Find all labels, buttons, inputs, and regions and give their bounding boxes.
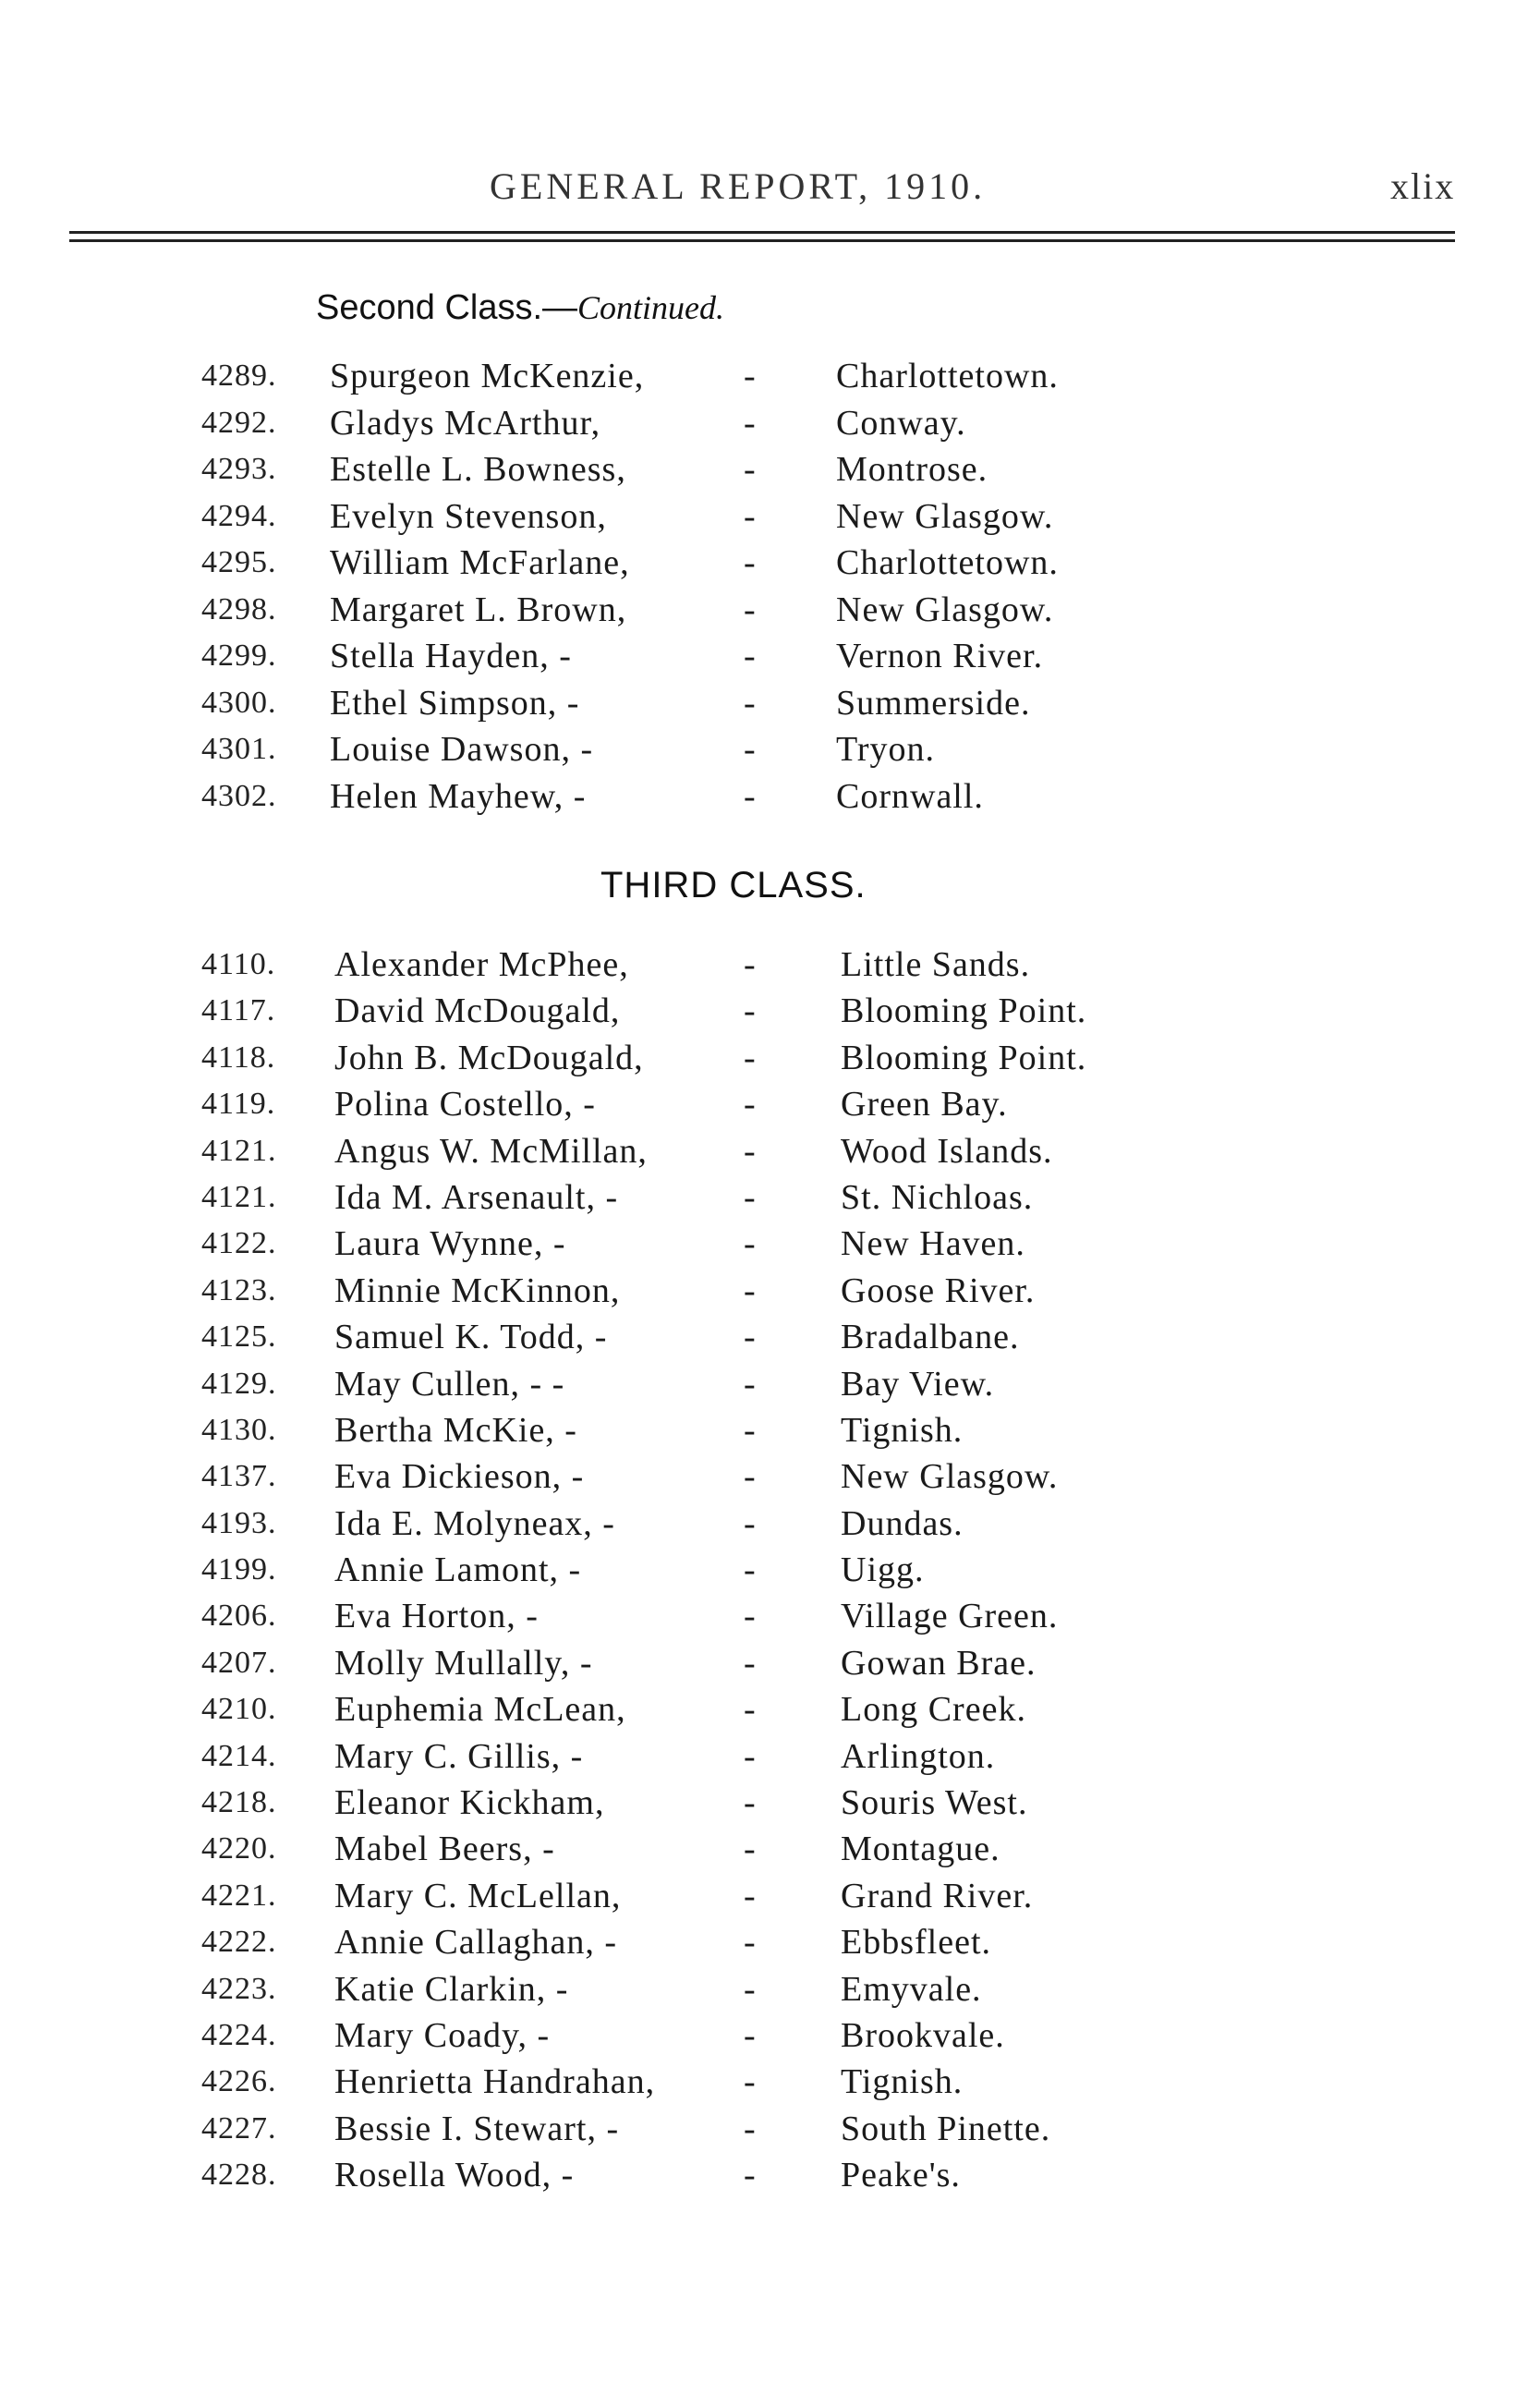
entry-number: 4298. bbox=[201, 591, 277, 626]
entry-name: Gladys McArthur, bbox=[330, 403, 601, 443]
header-rule-bottom bbox=[69, 239, 1455, 242]
entry-dash: - bbox=[744, 1876, 757, 1915]
entry-number: 4121. bbox=[201, 1133, 277, 1168]
list-item bbox=[0, 1966, 1540, 2012]
entry-place: Charlottetown. bbox=[836, 543, 1059, 582]
entry-place: Cornwall. bbox=[836, 776, 984, 816]
list-item bbox=[0, 1547, 1540, 1593]
entry-number: 4294. bbox=[201, 498, 277, 533]
list-item bbox=[0, 2059, 1540, 2105]
list-item bbox=[0, 1081, 1540, 1127]
entry-number: 4222. bbox=[201, 1925, 277, 1960]
entry-place: Brookvale. bbox=[841, 2015, 1005, 2055]
entry-dash: - bbox=[744, 1318, 757, 1357]
list-item bbox=[0, 1640, 1540, 1686]
entry-dash: - bbox=[744, 730, 757, 769]
entry-dash: - bbox=[744, 1503, 757, 1543]
entry-number: 4193. bbox=[201, 1505, 277, 1540]
entry-place: Bay View. bbox=[841, 1364, 995, 1404]
entry-place: Dundas. bbox=[841, 1503, 964, 1543]
list-item bbox=[0, 1035, 1540, 1081]
entry-place: Tignish. bbox=[841, 2062, 964, 2102]
entry-dash: - bbox=[744, 1597, 757, 1636]
list-item bbox=[0, 1453, 1540, 1500]
entry-name: David McDougald, bbox=[334, 991, 621, 1031]
entry-name: Margaret L. Brown, bbox=[330, 590, 627, 629]
entry-place: Conway. bbox=[836, 403, 966, 443]
entry-name: Euphemia McLean, bbox=[334, 1690, 626, 1730]
entry-dash: - bbox=[744, 991, 757, 1031]
entry-dash: - bbox=[744, 1364, 757, 1404]
list-item bbox=[0, 540, 1540, 587]
entry-dash: - bbox=[744, 1969, 757, 2009]
entry-number: 4302. bbox=[201, 778, 277, 813]
entry-name: Molly Mullally, - bbox=[334, 1643, 593, 1683]
entry-place: Blooming Point. bbox=[841, 1038, 1087, 1077]
list-item bbox=[0, 2152, 1540, 2198]
entry-place: Green Bay. bbox=[841, 1085, 1008, 1124]
list-item bbox=[0, 1593, 1540, 1639]
entry-name: Ida M. Arsenault, - bbox=[334, 1177, 619, 1217]
entry-dash: - bbox=[744, 1550, 757, 1590]
entry-name: Estelle L. Bowness, bbox=[330, 450, 626, 489]
entry-number: 4206. bbox=[201, 1599, 277, 1634]
entry-name: Minnie McKinnon, bbox=[334, 1270, 621, 1310]
entry-number: 4125. bbox=[201, 1319, 277, 1355]
entry-number: 4228. bbox=[201, 2158, 277, 2193]
entry-dash: - bbox=[744, 1224, 757, 1264]
list-item bbox=[0, 726, 1540, 773]
entry-number: 4123. bbox=[201, 1272, 277, 1307]
entry-dash: - bbox=[744, 1457, 757, 1497]
entry-place: Blooming Point. bbox=[841, 991, 1087, 1031]
entry-name: Eleanor Kickham, bbox=[334, 1783, 605, 1823]
entry-dash: - bbox=[744, 1270, 757, 1310]
list-item bbox=[0, 1314, 1540, 1360]
entry-number: 4110. bbox=[201, 947, 276, 981]
entry-name: John B. McDougald, bbox=[334, 1038, 644, 1077]
entry-name: Mabel Beers, - bbox=[334, 1830, 555, 1869]
list-item bbox=[0, 680, 1540, 727]
entry-name: Angus W. McMillan, bbox=[334, 1131, 648, 1171]
entry-number: 4210. bbox=[201, 1692, 277, 1727]
list-item bbox=[0, 1221, 1540, 1267]
list-item bbox=[0, 1268, 1540, 1314]
third-class-list bbox=[0, 942, 1540, 2199]
entry-place: Village Green. bbox=[841, 1597, 1059, 1636]
list-item bbox=[0, 988, 1540, 1034]
entry-name: Eva Horton, - bbox=[334, 1597, 539, 1636]
entry-name: Bertha McKie, - bbox=[334, 1410, 577, 1450]
entry-name: Ethel Simpson, - bbox=[330, 683, 580, 723]
entry-dash: - bbox=[744, 683, 757, 723]
list-item bbox=[0, 587, 1540, 634]
entry-place: New Glasgow. bbox=[841, 1457, 1059, 1497]
entry-name: Helen Mayhew, - bbox=[330, 776, 587, 816]
list-item bbox=[0, 1174, 1540, 1221]
list-item bbox=[0, 1361, 1540, 1407]
entry-number: 4214. bbox=[201, 1738, 277, 1773]
entry-dash: - bbox=[744, 590, 757, 629]
list-item bbox=[0, 1826, 1540, 1872]
list-item bbox=[0, 1919, 1540, 1965]
entry-name: Henrietta Handrahan, bbox=[334, 2062, 656, 2102]
entry-dash: - bbox=[744, 1923, 757, 1963]
entry-dash: - bbox=[744, 496, 757, 536]
entry-place: Montrose. bbox=[836, 450, 988, 489]
entry-name: Bessie I. Stewart, - bbox=[334, 2109, 620, 2148]
entry-number: 4122. bbox=[201, 1226, 277, 1261]
entry-number: 4226. bbox=[201, 2064, 277, 2099]
entry-place: Little Sands. bbox=[841, 945, 1031, 984]
entry-number: 4227. bbox=[201, 2110, 277, 2146]
list-item bbox=[0, 2106, 1540, 2152]
entry-name: William McFarlane, bbox=[330, 543, 630, 582]
entry-dash: - bbox=[744, 1177, 757, 1217]
entry-name: Annie Lamont, - bbox=[334, 1550, 582, 1590]
entry-number: 4224. bbox=[201, 2017, 277, 2052]
list-item bbox=[0, 1501, 1540, 1547]
list-item bbox=[0, 493, 1540, 541]
entry-name: May Cullen, - - bbox=[334, 1364, 565, 1404]
entry-name: Rosella Wood, - bbox=[334, 2156, 575, 2195]
entry-dash: - bbox=[744, 637, 757, 675]
page-title: GENERAL REPORT, 1910. bbox=[490, 165, 987, 207]
list-item bbox=[0, 1733, 1540, 1780]
entry-dash: - bbox=[744, 1783, 757, 1823]
entry-name: Katie Clarkin, - bbox=[334, 1969, 569, 2009]
section-heading-third-class: THIRD CLASS. bbox=[600, 865, 867, 906]
entry-number: 4299. bbox=[201, 638, 277, 673]
entry-dash: - bbox=[744, 2062, 757, 2102]
list-item bbox=[0, 1407, 1540, 1453]
entry-dash: - bbox=[744, 1038, 757, 1077]
page-number: xlix bbox=[1390, 165, 1456, 207]
entry-place: Wood Islands. bbox=[841, 1131, 1053, 1171]
entry-place: Vernon River. bbox=[836, 637, 1044, 675]
entry-number: 4289. bbox=[201, 359, 277, 393]
entry-name: Spurgeon McKenzie, bbox=[330, 357, 645, 395]
entry-place: Emyvale. bbox=[841, 1969, 982, 2009]
continued-label: Continued. bbox=[577, 289, 725, 326]
entry-dash: - bbox=[744, 543, 757, 582]
entry-place: Arlington. bbox=[841, 1736, 996, 1776]
entry-dash: - bbox=[744, 2109, 757, 2148]
entry-number: 4119. bbox=[201, 1087, 276, 1122]
list-item bbox=[0, 1873, 1540, 1919]
entry-number: 4129. bbox=[201, 1366, 277, 1401]
entry-dash: - bbox=[744, 403, 757, 443]
entry-dash: - bbox=[744, 1131, 757, 1171]
entry-number: 4117. bbox=[201, 993, 276, 1028]
entry-number: 4293. bbox=[201, 452, 277, 486]
entry-place: Tryon. bbox=[836, 730, 936, 769]
second-class-list bbox=[0, 353, 1540, 820]
header-rule-top bbox=[69, 231, 1455, 234]
entry-name: Polina Costello, - bbox=[334, 1085, 596, 1124]
entry-name: Mary C. Gillis, - bbox=[334, 1736, 584, 1776]
entry-place: St. Nichloas. bbox=[841, 1177, 1034, 1217]
entry-number: 4221. bbox=[201, 1878, 277, 1913]
entry-dash: - bbox=[744, 1410, 757, 1450]
entry-number: 4295. bbox=[201, 545, 277, 579]
entry-place: South Pinette. bbox=[841, 2109, 1051, 2148]
entry-number: 4207. bbox=[201, 1645, 277, 1680]
list-item bbox=[0, 353, 1540, 400]
entry-place: Uigg. bbox=[841, 1550, 925, 1590]
section-heading-second-class bbox=[316, 288, 724, 328]
list-item bbox=[0, 633, 1540, 680]
entry-number: 4301. bbox=[201, 732, 277, 766]
entry-place: Goose River. bbox=[841, 1270, 1036, 1310]
entry-number: 4223. bbox=[201, 1971, 277, 2006]
entry-place: Ebbsfleet. bbox=[841, 1923, 992, 1963]
entry-name: Mary C. McLellan, bbox=[334, 1876, 622, 1915]
entry-name: Ida E. Molyneax, - bbox=[334, 1503, 615, 1543]
entry-name: Annie Callaghan, - bbox=[334, 1923, 618, 1963]
entry-number: 4199. bbox=[201, 1552, 277, 1587]
entry-place: Gowan Brae. bbox=[841, 1643, 1037, 1683]
entry-dash: - bbox=[744, 357, 757, 395]
entry-place: Tignish. bbox=[841, 1410, 964, 1450]
entry-dash: - bbox=[744, 776, 757, 816]
entry-number: 4137. bbox=[201, 1459, 277, 1494]
page-header bbox=[0, 164, 1540, 220]
entry-place: Grand River. bbox=[841, 1876, 1034, 1915]
entry-dash: - bbox=[744, 2156, 757, 2195]
entry-place: Peake's. bbox=[841, 2156, 961, 2195]
entry-dash: - bbox=[744, 1830, 757, 1869]
entry-name: Stella Hayden, - bbox=[330, 637, 572, 675]
second-class-label: Second Class.— bbox=[316, 288, 578, 327]
entry-name: Alexander McPhee, bbox=[334, 945, 629, 984]
entry-place: Summerside. bbox=[836, 683, 1031, 723]
entry-number: 4121. bbox=[201, 1179, 277, 1214]
entry-dash: - bbox=[744, 1690, 757, 1730]
entry-dash: - bbox=[744, 1736, 757, 1776]
entry-place: New Haven. bbox=[841, 1224, 1025, 1264]
entry-dash: - bbox=[744, 945, 757, 984]
entry-dash: - bbox=[744, 1085, 757, 1124]
list-item bbox=[0, 1780, 1540, 1826]
entry-number: 4118. bbox=[201, 1039, 276, 1075]
list-item bbox=[0, 1128, 1540, 1174]
entry-place: Charlottetown. bbox=[836, 357, 1059, 395]
entry-place: Souris West. bbox=[841, 1783, 1028, 1823]
entry-name: Eva Dickieson, - bbox=[334, 1457, 585, 1497]
entry-number: 4220. bbox=[201, 1831, 277, 1866]
entry-number: 4130. bbox=[201, 1412, 277, 1447]
entry-name: Louise Dawson, - bbox=[330, 730, 594, 769]
entry-name: Laura Wynne, - bbox=[334, 1224, 566, 1264]
entry-place: New Glasgow. bbox=[836, 590, 1054, 629]
list-item bbox=[0, 1686, 1540, 1732]
entry-number: 4292. bbox=[201, 405, 277, 440]
list-item bbox=[0, 942, 1540, 988]
entry-place: Long Creek. bbox=[841, 1690, 1026, 1730]
list-item bbox=[0, 446, 1540, 493]
entry-place: Bradalbane. bbox=[841, 1318, 1020, 1357]
entry-number: 4218. bbox=[201, 1785, 277, 1820]
entry-name: Samuel K. Todd, - bbox=[334, 1318, 608, 1357]
entry-number: 4300. bbox=[201, 685, 277, 720]
entry-name: Mary Coady, - bbox=[334, 2015, 551, 2055]
list-item bbox=[0, 2012, 1540, 2059]
entry-name: Evelyn Stevenson, bbox=[330, 496, 607, 536]
entry-place: New Glasgow. bbox=[836, 496, 1054, 536]
entry-dash: - bbox=[744, 2015, 757, 2055]
list-item bbox=[0, 773, 1540, 821]
entry-dash: - bbox=[744, 450, 757, 489]
list-item bbox=[0, 400, 1540, 447]
entry-place: Montague. bbox=[841, 1830, 1000, 1869]
entry-dash: - bbox=[744, 1643, 757, 1683]
